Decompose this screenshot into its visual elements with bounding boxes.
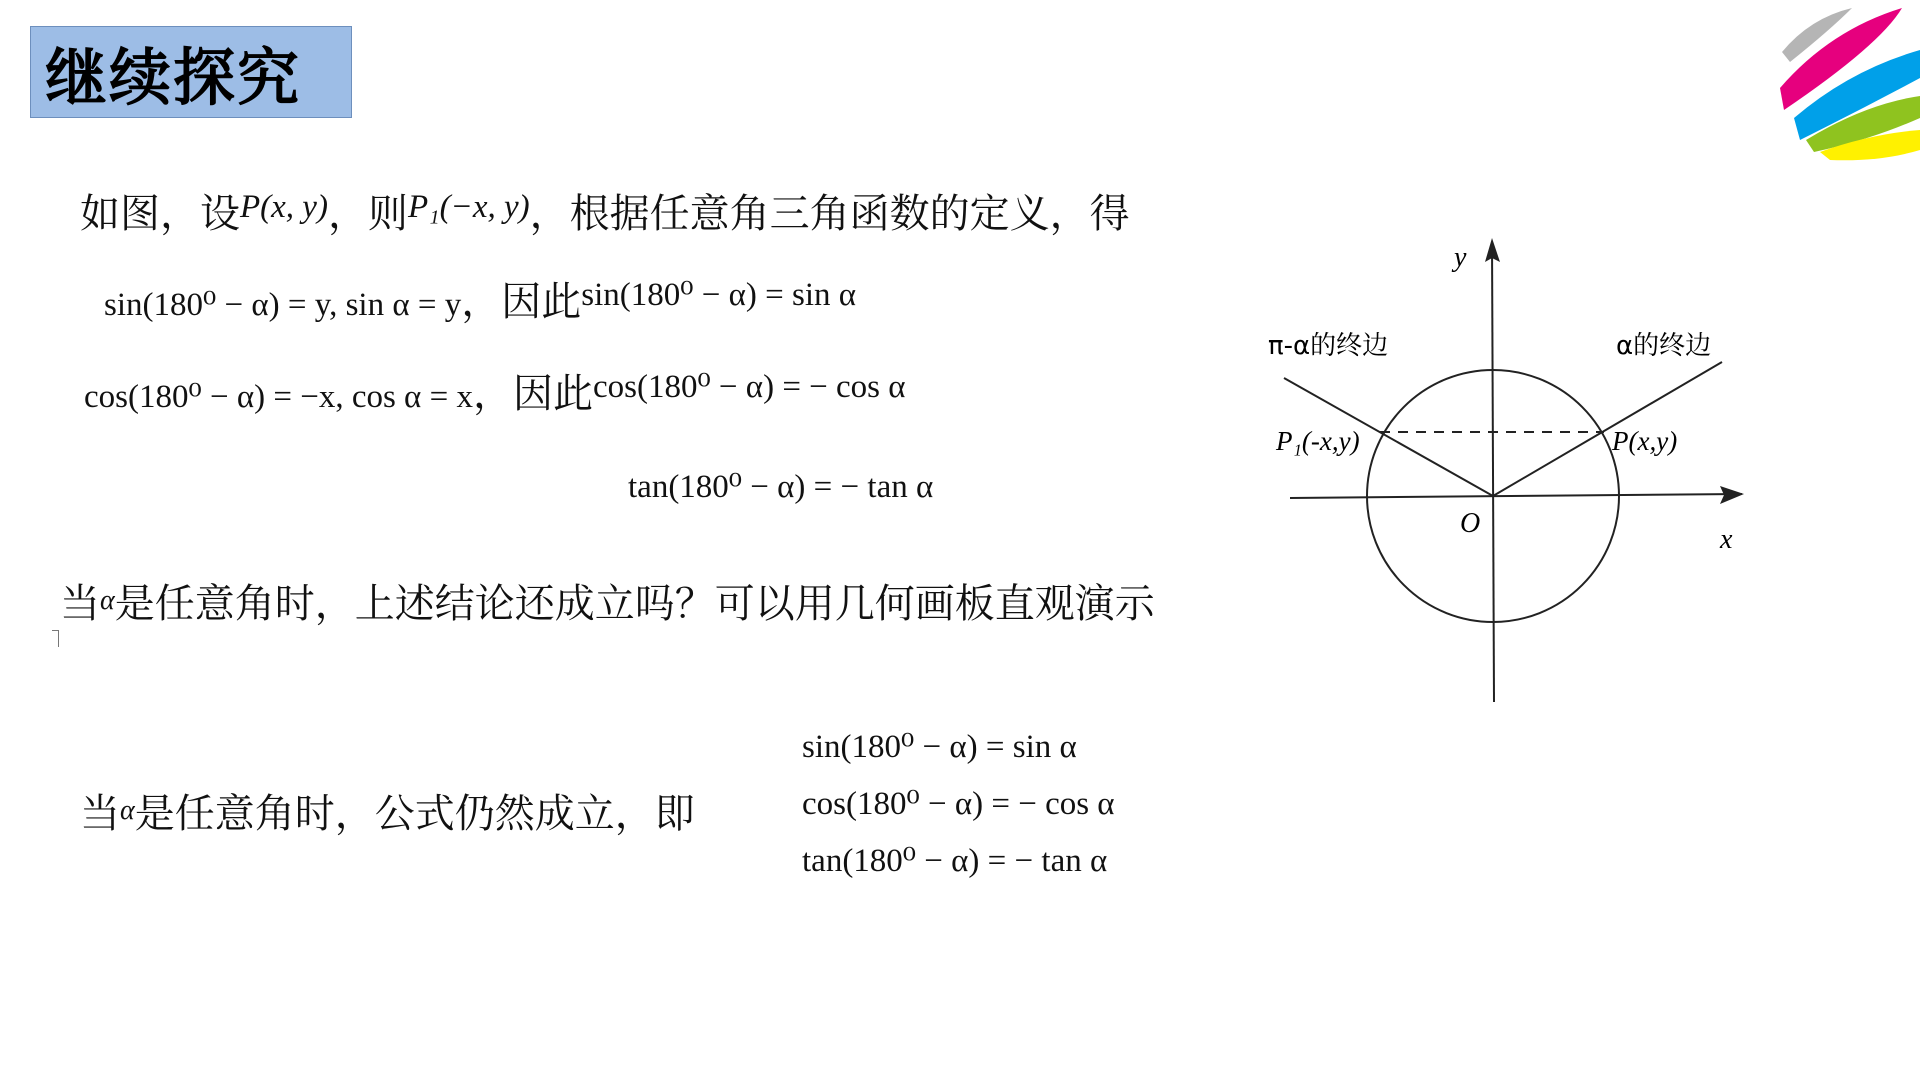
y-axis <box>1492 242 1494 702</box>
formula-tan-text: tan(180⁰ − α) = − tan α <box>802 843 1108 879</box>
conclusion-alpha: α <box>120 795 135 826</box>
intro-mid: ，则 <box>327 191 408 237</box>
unit-circle-diagram <box>1268 228 1762 708</box>
x-axis <box>1290 494 1742 498</box>
x-axis-label: x <box>1720 524 1733 555</box>
y-axis-label: y <box>1454 242 1467 273</box>
conclusion-prefix: 当 <box>80 791 120 837</box>
sin-connector: ，因此 <box>461 279 582 325</box>
sin-result: sin(180⁰ − α) = sin α <box>581 277 857 313</box>
slide-title: 继续探究 <box>45 40 302 114</box>
terminal-side-alpha <box>1493 362 1722 496</box>
intro-line <box>80 182 1130 239</box>
title-banner <box>30 26 352 118</box>
brush-logo-icon <box>1770 0 1920 165</box>
cos-derivation-line <box>84 362 906 419</box>
cos-result: cos(180⁰ − α) = − cos α <box>592 369 906 405</box>
sin-premise: sin(180⁰ − α) = y, sin α = y <box>104 287 462 323</box>
formula-sin-text: sin(180⁰ − α) = sin α <box>802 729 1077 765</box>
question-alpha: α <box>100 585 115 616</box>
point-p-expression: P(x, y) <box>240 189 328 225</box>
point-p1-label: P₁(-x,y) <box>1276 426 1360 456</box>
question-prefix: 当 <box>60 581 100 627</box>
tan-derivation-line <box>628 466 933 506</box>
intro-prefix: 如图，设 <box>80 191 240 237</box>
sin-derivation-line <box>104 270 856 327</box>
formula-cos <box>802 783 1115 823</box>
right-terminal-label: α的终边 <box>1616 331 1712 361</box>
point-p-label: P(x,y) <box>1612 426 1678 456</box>
question-line <box>60 572 1155 629</box>
tan-result: tan(180⁰ − α) = − tan α <box>628 469 934 505</box>
intro-suffix: ，根据任意角三角函数的定义，得 <box>529 191 1130 237</box>
text-cursor-mark <box>52 630 59 647</box>
conclusion-line <box>80 782 695 839</box>
formula-sin <box>802 726 1077 766</box>
cos-connector: ，因此 <box>472 371 593 417</box>
formula-cos-text: cos(180⁰ − α) = − cos α <box>802 786 1115 822</box>
formula-tan <box>802 840 1107 880</box>
question-text: 是任意角时，上述结论还成立吗？可以用几何画板直观演示 <box>114 581 1155 627</box>
point-p1-expression: P₁(−x, y) <box>407 189 530 225</box>
cos-premise: cos(180⁰ − α) = −x, cos α = x <box>84 379 473 415</box>
origin-label: O <box>1460 508 1481 539</box>
left-terminal-label: π-α的终边 <box>1268 331 1389 361</box>
conclusion-text: 是任意角时，公式仍然成立，即 <box>134 791 695 837</box>
